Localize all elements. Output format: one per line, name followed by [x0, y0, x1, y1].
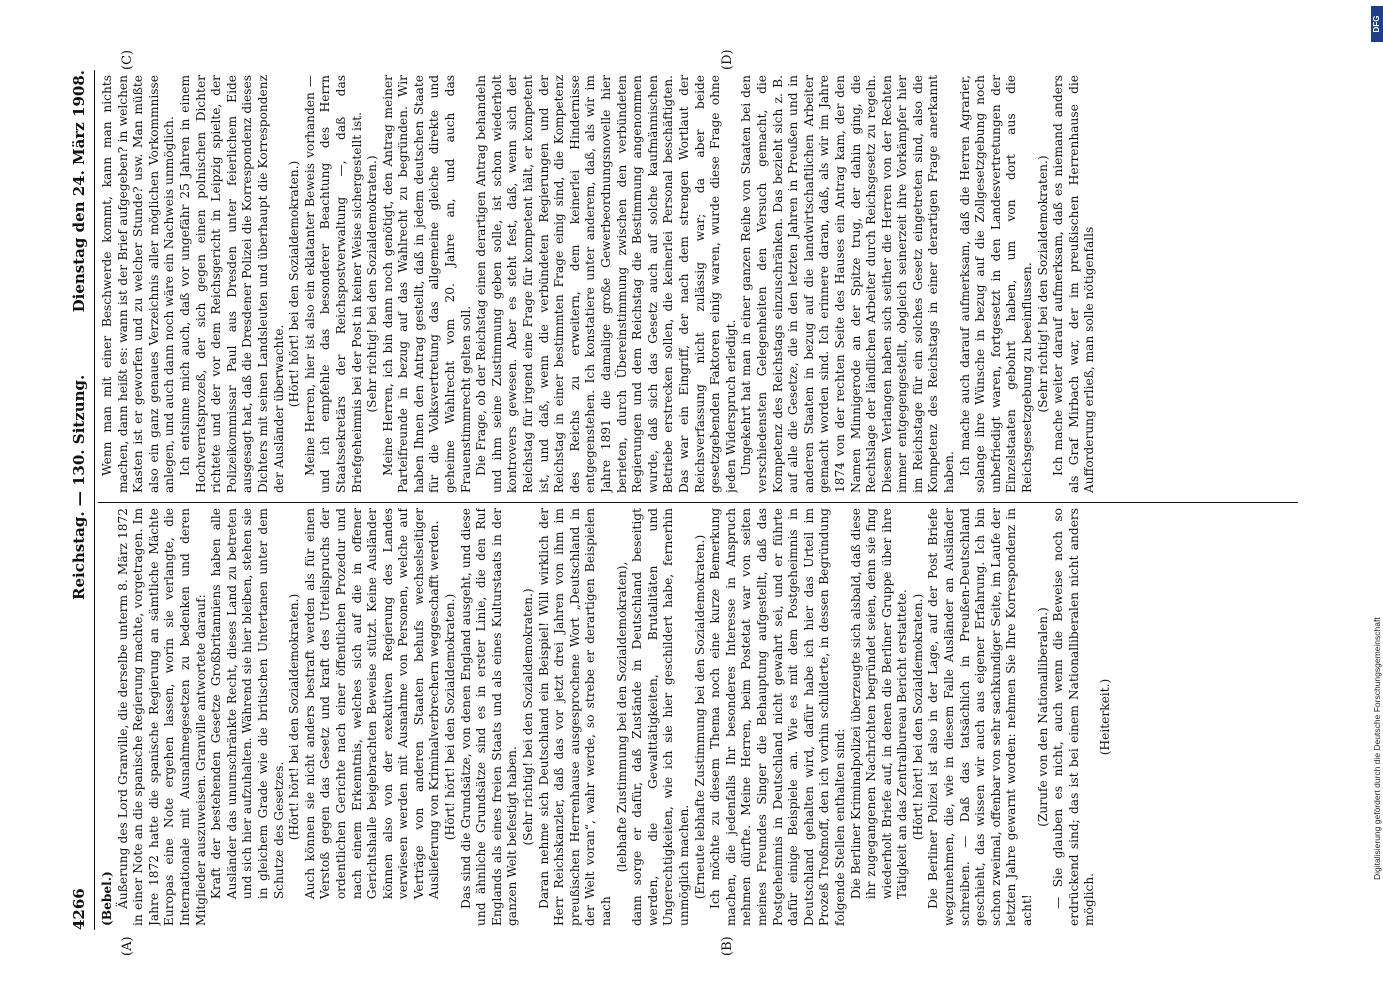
interjection: (Hört! hört! bei den Sozialdemokraten.)	[910, 593, 925, 841]
quote-paragraph: Kraft der bestehenden Gesetze Großbritanniens haben alle Ausländer das unumschränkte Recht, dieses Land zu betreten und sich hier aufzuhalten. Während sie hier bleiben, stehen sie in gleichem Grade wie die britischen Untertanen unter dem Schutze des Gesetzes.	[209, 508, 286, 900]
margin-mark-a: (A)	[120, 936, 135, 956]
dfg-logo	[1371, 6, 1383, 42]
paragraph: Die Frage, ob der Reichstag einen derartigen Antrag behandeln und ihm seine Zustimmung geben solle, ist schon wiederholt kontrovers gewesen. Aber es steht fest, daß, wenn sich der Reichstag für irgend eine Frage für kompetent hält, er kompetent ist, und daß, wenn die verbündeten Regierungen und der Reichstag in einer bestimmten Frage einig sind, die Kompetenz des Reichs zu erweitern, dem keinerlei Hindernisse entgegenstehen. Ich konstatiere unter anderem, daß, als wir im Jahre 1891 die damalige große Gewerbeordnungsnovelle hier berieten, durch Übereinstimmung zwischen den verbündeten Regierungen und dem Reichstag die Bestimmung angenommen wurde, daß sich das Gesetz auch auf solche kaufmännischen Betriebe erstrecken sollen, die keinerlei Personal beschäftigten. Das war ein Eingriff, der nach dem strengen Wortlaut der Reichsverfassung nicht zulässig war; da aber beide gesetzgebenden Faktoren einig waren, wurde diese Frage ohne jeden Widerspruch erledigt.	[474, 75, 738, 493]
page-header	[70, 70, 92, 930]
paragraph: Die Berliner Polizei ist also in der Lage, auf der Post Briefe wegzunehmen, die, wie in diesem Falle Ausländer an Ausländer schreiben. — Daß das tatsächlich in Preußen-Deutschland geschieht, das wissen wir auch aus eigener Erfahrung. Ich bin schon zweimal, offenbar von sehr sachkundiger Seite, im Laufe der letzten Jahre gewarnt worden: nehmen Sie Ihre Korrespondenz in acht!	[926, 508, 1035, 926]
paragraph: — Sie glauben es nicht, auch wenn die Beweise noch so erdrückend sind; das ist bei einem Nationalliberalen nicht anders möglich.	[1051, 508, 1097, 926]
paragraph: Ich mache weiter darauf aufmerksam, daß es niemand anders als Graf Mirbach war, der im preußischen Herrenhause die Aufforderung erließ, man solle nötigenfalls	[1051, 75, 1097, 493]
quote-paragraph: Die Berliner Kriminalpolizei überzeugte sich alsbald, daß diese ihr zugegangenen Nachrichten begründet seien, denn sie fing wiederholt Briefe auf, in denen die Berliner Gruppe über ihre Tätigkeit an das Zentralbureau Bericht erstattete.	[848, 508, 910, 900]
margin-mark-b: (B)	[720, 936, 735, 956]
interjection: (Hört! hört! bei den Sozialdemokraten.)	[443, 593, 458, 841]
interjection: (Sehr richtig! bei den Sozialdemokraten.)	[365, 155, 380, 413]
interjection: (Sehr richtig! bei den Sozialdemokraten.)	[521, 588, 536, 846]
left-column	[100, 508, 1300, 926]
paragraph: Das sind die Grundsätze, von denen England ausgeht, und diese und ähnliche Grundsätze sind es in erster Linie, die den Ruf Englands als eines freien Staats und als eines Kulturstaats in der ganzen Welt befestigt haben.	[458, 508, 520, 926]
margin-mark-c: (C)	[120, 49, 135, 70]
interjection: (Sehr richtig! bei den Sozialdemokraten.)	[1035, 155, 1050, 413]
interjection: (Hört! hört! bei den Sozialdemokraten.)	[287, 593, 302, 841]
quote-paragraph: Auch können sie nicht anders bestraft werden als für einen Verstoß gegen das Gesetz und kraft des Urteilspruchs der ordentlichen Gerichte nach einer öffentlichen Prozedur und nach einem Erkenntnis, welches sich auf die in offener Gerichtshalle beigebrachten Beweise stützt. Keine Ausländer können also von der exekutiven Regierung des Landes verwiesen werden mit Ausnahme von Personen, welche auf Verträge von anderen Staaten behufs wechselseitiger Auslieferung von Kriminalverbrechern weggeschafft werden.	[302, 508, 442, 900]
page-number: 4266	[70, 888, 88, 930]
right-column	[100, 75, 1300, 493]
paragraph: Meine Herren, hier ist also ein eklatanter Beweis vorhanden — und ich empfehle das besonderer Beachtung des Herrn Staatssekretärs der Reichspostverwaltung —, daß das Briefgeheimnis bei der Post in keiner Weise sichergestellt ist.	[302, 75, 364, 493]
paragraph: Ich mache auch darauf aufmerksam, daß die Herren Agrarier, solange ihre Wünsche in bezug auf die Zollgesetzgebung noch unbefriedigt waren, fortgesetzt in den Landesvertretungen der Einzelstaaten gebohrt haben, um von dort aus die Reichsgesetzgebung zu beeinflussen.	[957, 75, 1035, 493]
paragraph: Ich möchte zu diesem Thema noch eine kurze Bemerkung machen, die jedenfalls Ihr besonderes Interesse in Anspruch nehmen dürfte. Meine Herren, beim Postetat war von seiten meines Freundes Singer die Behauptung aufgestellt, daß das Postgeheimnis in Deutschland nicht gewahrt sei, und er führte dafür einige Beispiele an. Wie es mit dem Postgeheimnis in Deutschland gehalten wird, dafür habe ich hier das Urteil im Prozeß Troßmoff, den ich vorhin schilderte, in dessen Begründung folgende Stellen enthalten sind:	[708, 508, 847, 926]
paragraph: Ich entsinne mich auch, daß vor ungefähr 25 Jahren in einem Hochverratsprozeß, der sich gegen einen polnischen Dichter richtete und der vor dem Reichsgericht in Leipzig spielte, der Polizeikommissar Paul aus Dresden unter feierlichem Eide ausgesagt hat, daß die Dresdener Polizei die Korrespondenz dieses Dichters mit seinen Landsleuten und überhaupt die Korrespondenz der Ausländer überwachte.	[177, 75, 286, 493]
paragraph: Umgekehrt hat man in einer ganzen Reihe von Staaten bei den verschiedensten Gelegenheiten den Versuch gemacht, die Kompetenz des Reichstags einzuschränken. Das bezieht sich z. B. auf alle die Gesetze, die in den letzten Jahren in Preußen und in anderen Staaten in bezug auf die landwirtschaftlichen Arbeiter gemacht worden sind. Ich erinnere daran, daß, als wir im Jahre 1874 von der rechten Seite des Hauses ein Antrag kam, der den Namen Minnigerode an der Spitze trug, der dahin ging, die Rechtslage der ländlichen Arbeiter durch Reichsgesetz zu regeln. Diesem Verlangen haben sich seither die Herren von der Rechten immer entgegengestellt, obgleich seinerzeit ihre Vorkämpfer hier im Reichstage für ein solches Gesetz eingetreten sind, also die Kompetenz des Reichstags in einer derartigen Frage anerkannt haben.	[739, 75, 957, 493]
interjection: (Erneute lebhafte Zustimmung bei den Sozialdemokraten.)	[692, 534, 707, 900]
dfg-logo-text: DFG	[1372, 15, 1381, 33]
paragraph: Äußerung des Lord Granville, die derselbe unterm 8. März 1872 in einer Note an die spanische Regierung machte, vorgetragen. Im Jahre 1872 hatte die spanische Regierung an sämtliche Mächte Europas eine Note ergehen lassen, worin sie verlangte, die Internationale mit Ausnahmegesetzen zu bedenken und deren Mitglieder auszuweisen. Granville antwortete darauf:	[115, 508, 208, 926]
interjection: (Hört! hört! bei den Sozialdemokraten.)	[287, 160, 302, 408]
speaker-name: (Bebel.)	[100, 871, 114, 926]
session-date: Dienstag den 24. März 1908.	[70, 70, 88, 313]
header-rule	[94, 70, 95, 930]
column-divider	[98, 502, 1298, 503]
interjection: (Heiterkeit.)	[1098, 678, 1112, 756]
digitization-notice-text: Digitalisierung gefördert durch die Deutsche Forschungsgemeinschaft	[1372, 617, 1382, 880]
digitization-notice	[1372, 60, 1383, 880]
paragraph: Wenn man mit einer Beschwerde kommt, kann man nichts machen, dann heißt es: wann ist der Brief aufgegeben? in welchen Kasten ist er geworfen und zu welcher Stunde? usw. Man müßte also ein ganz genaues Verzeichnis aller möglichen Vorkommnisse anlegen, und auch dann noch wäre ein Nachweis unmöglich.	[100, 75, 177, 493]
paragraph: dann sorge er dafür, daß Zustände in Deutschland beseitigt werden, die Gewalttätigkeiten, Brutalitäten und Ungerechtigkeiten, wie ich sie hier geschildert habe, fernerhin unmöglich machen.	[630, 508, 691, 926]
interjection: (lebhafte Zustimmung bei den Sozialdemokraten),	[614, 561, 629, 873]
paragraph: Daran nehme sich Deutschland ein Beispiel! Will wirklich der Herr Reichskanzler, daß das vor jetzt drei Jahren von ihm im preußischen Herrenhause ausgesprochene Wort „Deutschland in der Welt voran“, wahr werde, so strebe er derartigen Beispielen nach	[536, 508, 613, 926]
interjection: (Zurufe von den Nationalliberalen.)	[1035, 607, 1050, 827]
paragraph: Meine Herren, ich bin dann noch genötigt, den Antrag meiner Parteifreunde in bezug auf das Wahlrecht zu begründen. Wir haben Ihnen den Antrag gestellt, daß in jedem deutschen Staate für die Volksvertretung das allgemeine gleiche direkte und geheime Wahlrecht vom 20. Jahre an, und auch das Frauenstimmrecht gelten soll.	[380, 75, 473, 493]
session-title: Reichstag. — 130. Sitzung.	[70, 374, 88, 600]
margin-mark-d: (D)	[720, 49, 735, 70]
